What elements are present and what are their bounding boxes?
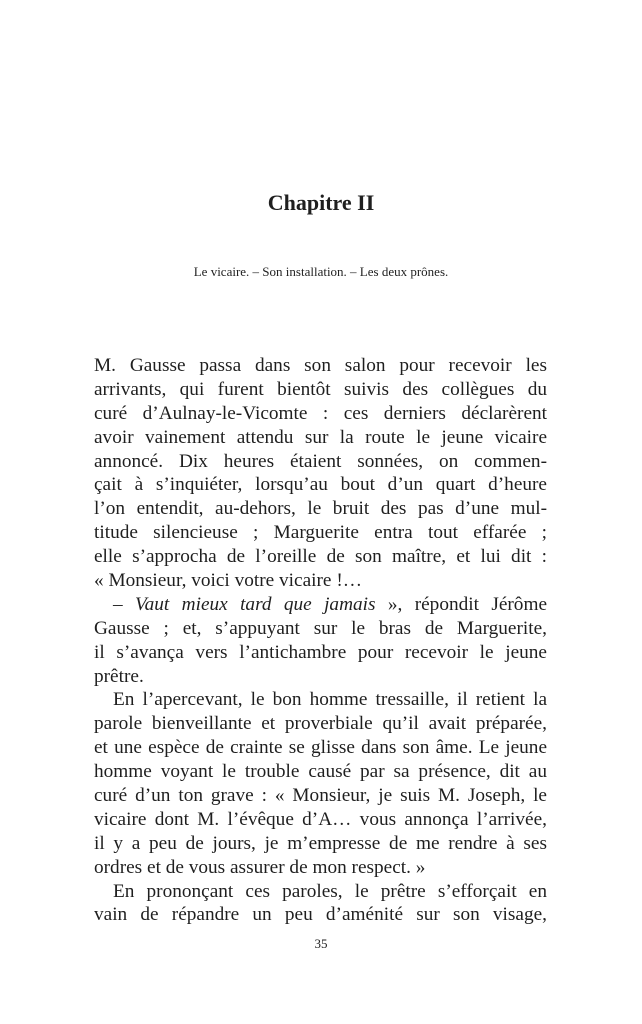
text-line: çait à s’inquiéter, lorsqu’au bout d’un quart d’heure [94, 474, 547, 496]
text-line: annoncé. Dix heures étaient sonnées, on commen- [94, 450, 547, 472]
text-line: « Monsieur, voici votre vicaire !… [94, 570, 363, 592]
text-line: En prononçant ces paroles, le prêtre s’efforçait en [113, 880, 547, 902]
text-line: curé d’Aulnay-le-Vicomte : ces derniers déclarèrent [94, 402, 547, 424]
text-line: elle s’approcha de l’oreille de son maître, et lui dit : [94, 546, 547, 568]
text-line: prêtre. [94, 665, 144, 687]
dialogue-rest: », répondit Jérôme [375, 593, 547, 615]
body-text [94, 354, 547, 927]
dialogue-line [94, 593, 547, 617]
text-line: vicaire dont M. l’évêque d’A… vous annonça l’arrivée, [94, 808, 547, 830]
text-line: avoir vainement attendu sur la route le jeune vicaire [94, 426, 547, 448]
text-line: l’on entendit, au-dehors, le bruit des pas d’une mul- [94, 498, 547, 520]
text-line: Gausse ; et, s’appuyant sur le bras de Marguerite, [94, 617, 547, 639]
italic-phrase: Vaut mieux tard que jamais [135, 593, 376, 615]
text-line: En l’apercevant, le bon homme tressaille, il retient la [113, 689, 547, 711]
text-line: arrivants, qui furent bientôt suivis des collègues du [94, 378, 547, 400]
chapter-title: Chapitre II [267, 190, 375, 215]
text-line: vain de répandre un peu d’aménité sur son visage, [94, 904, 547, 926]
text-line: parole bienveillante et proverbiale qu’il avait préparée, [94, 713, 547, 735]
dialogue-dash: – [113, 593, 136, 615]
text-line: il s’avança vers l’antichambre pour recevoir le jeune [94, 641, 547, 663]
page-number: 35 [314, 936, 328, 951]
text-line: il y a peu de jours, je m’empresse de me rendre à ses [94, 832, 547, 854]
text-line: homme voyant le trouble causé par sa présence, dit au [94, 761, 547, 783]
text-line: M. Gausse passa dans son salon pour recevoir les [94, 355, 547, 376]
text-line: et une espèce de crainte se glisse dans son âme. Le jeune [94, 737, 547, 759]
text-line: ordres et de vous assurer de mon respect. » [94, 856, 426, 878]
text-line: titude silencieuse ; Marguerite entra tout effarée ; [94, 522, 547, 544]
chapter-summary: Le vicaire. – Son installation. – Les deux prônes. [193, 264, 449, 279]
text-line: curé d’un ton grave : « Monsieur, je suis M. Joseph, le [94, 785, 547, 807]
